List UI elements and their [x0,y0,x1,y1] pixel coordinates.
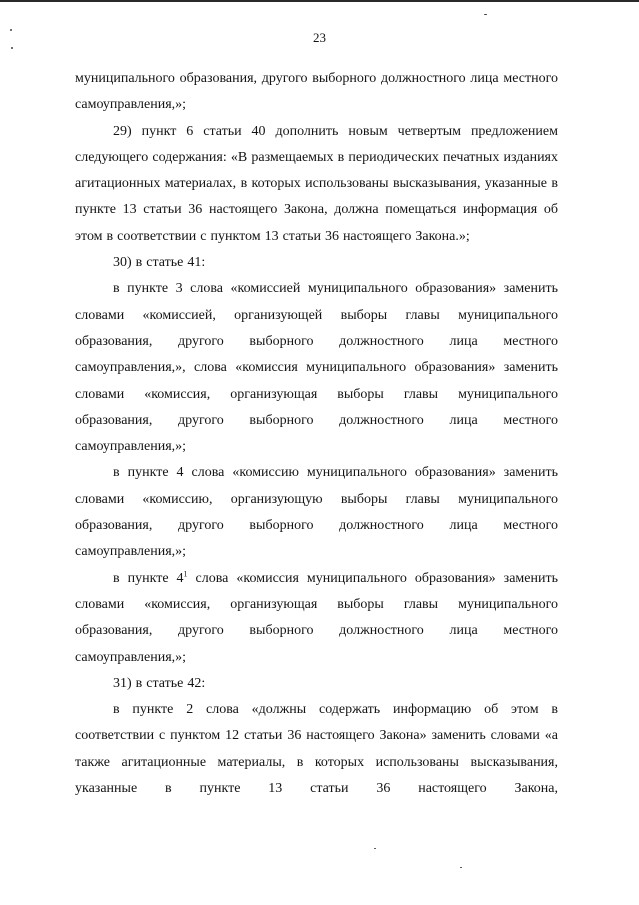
paragraph: муниципального образования, другого выборного должностного лица местного самоуправления,»; [75,71,558,113]
paragraph [75,566,558,671]
paragraph: в пункте 4 слова «комиссию муниципального образования» заменить словами «комиссию, организующую выборы главы муниципального образования, другого выборного должностного лица местного самоуправления,»; [75,465,558,560]
paragraph-start: в пункте 4 [113,570,184,586]
page-number: 23 [313,30,326,45]
paragraph: в пункте 3 слова «комиссией муниципального образования» заменить словами «комиссией, организующей выборы главы муниципального образования, другого выборного должностного лица местного самоуправления,», слова «комиссия муниципального образования» заменить словами «комиссия, организующая выборы главы муниципального образования, другого выборного должностного лица местного самоуправления,»; [75,281,558,455]
paragraph: 29) пункт 6 статьи 40 дополнить новым четвертым предложением следующего содержания: «В размещаемых в периодических печатных изданиях агитационных материалах, в которых использованы высказывания, указанные в пункте 13 статьи 36 настоящего Закона, должна помещаться информация об этом в соответствии с пунктом 13 статьи 36 настоящего Закона.»; [75,123,558,244]
scan-speck [11,47,13,49]
superscript: 1 [183,568,188,578]
paragraph: 31) в статье 42: [113,675,206,691]
document-body [75,66,558,802]
top-edge-line [0,0,639,2]
scan-speck [374,848,376,849]
scan-speck [484,14,487,15]
paragraph: в пункте 2 слова «должны содержать информацию об этом в соответствии с пунктом 12 статьи 36 настоящего Закона» заменить словами «а также агитационные материалы, в которых использованы высказывания, указанные в пункте 13 статьи 36 настоящего Закона, [75,702,558,797]
paragraph-rest: слова «комиссия муниципального образования» заменить словами «комиссия, организующая выборы главы муниципального образования, другого выборного должностного лица местного самоуправления,»; [75,570,558,665]
scan-speck [460,867,462,868]
paragraph: 30) в статье 41: [113,255,206,271]
